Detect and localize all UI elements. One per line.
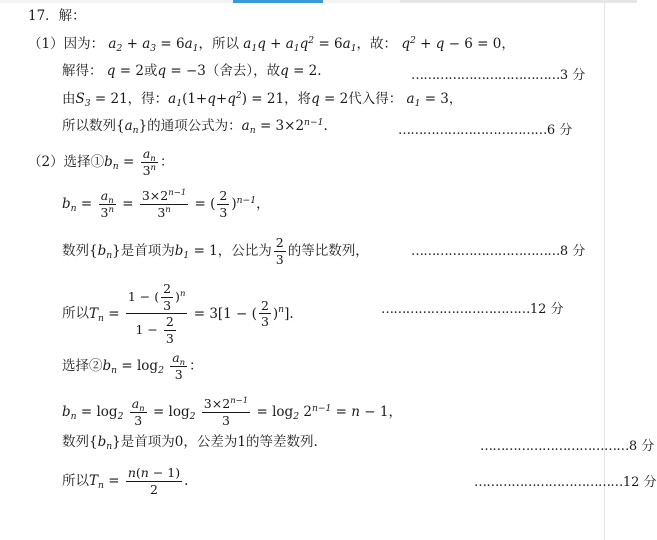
formula-bn-def2: $b_n = \log_2$ $\frac{a_n}{3}$ (102, 350, 186, 382)
score-8b-label: 8 分 (628, 439, 655, 454)
leader-dots: ……………………………… (480, 439, 629, 454)
top-bar (0, 0, 637, 3)
formula-seq-an: $\{a_n\}$ (116, 118, 148, 137)
formula-q-relation: $a_1q + a_1q^2 = 6a_1$ (243, 34, 357, 55)
part1-line1-mid2: ，故： (356, 36, 398, 52)
formula-b1: $b_1 = 1$ (174, 243, 218, 262)
formula-q-final: q = 2 (280, 63, 318, 79)
formula-a1-value: $a_1 = 3$ (406, 91, 449, 110)
part2-bn-expansion: $b_n$ = $\frac{a_n}{3^n}$ = $\frac{3\times 2^{n-1}}{3^n}$ = ( $\frac{2}{3}$ )$^{n-1}$， (62, 188, 270, 220)
leader-dots: ……………………………… (411, 244, 560, 259)
formula-tn-geometric: $T_n$ = 1 − ( $\frac{2}{3}$ )$^n$ 1 − $\frac{2}{3}$ = 3[1 − ( $\frac{2}{3}$ )$^n$]. (89, 281, 294, 346)
leader-dots: ……………………………… (474, 475, 623, 490)
desc2-diff: ，公差为 (183, 434, 238, 450)
part2-desc2: 数列$\{b_n\}$是首项为0，公差为1的等差数列. (62, 434, 318, 453)
score-3-label: 3 分 (559, 68, 586, 83)
sum1-prefix: 所以 (62, 305, 89, 322)
part2-bn-log: $b_n = \log_2$ $\frac{a_n}{3}$ = $\log_2$ $\frac{3\times 2^{n-1}}{3}$ = $\log_2 2^{n-1} = n - 1$， (62, 396, 402, 428)
top-bar-accent (233, 0, 323, 3)
desc2-prefix: 数列 (62, 434, 89, 450)
desc1-mid: 是首项为 (120, 243, 175, 259)
score-12b (474, 471, 657, 490)
desc1-prefix: 数列 (62, 243, 89, 259)
formula-seq-bn2: $\{b_n\}$ (89, 434, 121, 453)
formula-tn-arith: $T_n$ = $\frac{n(n - 1)}{2}$ (89, 465, 181, 497)
formula-a1-sum: $a_1(1+q+q^2) = 21$ (168, 89, 285, 110)
part2-desc1 (62, 237, 369, 266)
part1-line3-prefix: 由 (62, 91, 76, 107)
part1-line3-a: ，得： (127, 91, 169, 107)
formula-q2: q = 2 (106, 63, 144, 79)
part1-line2-or: 或 (143, 63, 158, 79)
part1-line2-discard: （舍去），故 (205, 63, 281, 79)
part2-sum2: 所以$T_n$ = $\frac{n(n - 1)}{2}$ . (62, 465, 189, 497)
choice1-label: 选择① (63, 154, 105, 170)
leader-dots: ……………………………… (381, 302, 530, 317)
score-3 (411, 64, 585, 83)
formula-ratio: $\frac{2}{3}$ (275, 235, 284, 267)
choice2-label: 选择② (62, 358, 103, 374)
score-12a-label: 12 分 (529, 302, 564, 317)
part1-line4: 所以数列$\{a_n\}$的通项公式为：$a_n = 3\times 2^{n-1}$. (62, 116, 328, 137)
part1-line3: 由$S_3 = 21$，得：$a_1(1+q+q^2) = 21$，将q = 2代入得： $a_1 = 3$， (62, 89, 463, 110)
part1-line2-prefix: 解得： (62, 63, 103, 79)
score-12a (381, 298, 564, 317)
desc1-ratio: ，公比为 (217, 243, 272, 259)
part1-line1-mid: ，所以 (198, 36, 239, 52)
desc1-end: 的等比数列， (287, 243, 369, 259)
top-bar-segment (400, 0, 637, 3)
score-6-label: 6 分 (546, 123, 573, 138)
part1-line4-prefix: 所以数列 (62, 118, 116, 134)
leader-dots: ……………………………… (398, 123, 547, 138)
leader-dots: ……………………………… (411, 68, 560, 83)
sum2-prefix: 所以 (62, 473, 89, 489)
formula-s3: $S_3 = 21$ (75, 91, 128, 110)
formula-q-sub: q = 2 (311, 91, 349, 107)
formula-an-general: $a_n = 3\times 2^{n-1}$ (241, 116, 324, 137)
part1-line1: （1）因为： $a_2 + a_3 = 6a_1$，所以 $a_1q + a_1q^2 = 6a_1$，故： $q^2 + q - 6 = 0$， (28, 34, 515, 55)
desc2-end: 的等差数列. (245, 434, 318, 450)
problem-number: 17．解： (28, 8, 86, 24)
formula-q-neg3: q = −3 (157, 63, 206, 79)
part2-sum1 (62, 283, 294, 345)
part1-line1-prefix: 因为： (63, 36, 105, 52)
part2-label: （2） (28, 154, 64, 170)
formula-seq-bn: $\{b_n\}$ (89, 243, 121, 262)
formula-quadratic: $q^2 + q - 6 = 0$ (401, 34, 502, 52)
score-12b-label: 12 分 (622, 475, 657, 490)
part2-choice1: （2）选择$①b_n$ = $\frac{a_n}{3^n}$ ： (28, 146, 174, 178)
part1-line2: 解得： q = 2或q = −3（舍去），故q = 2. (62, 63, 322, 79)
part2-choice2: 选择$②b_n = \log_2$ $\frac{a_n}{3}$ ： (62, 350, 203, 382)
part1-line4-mid: 的通项公式为： (147, 118, 242, 134)
formula-bn-log: $b_n = \log_2$ $\frac{a_n}{3}$ = $\log_2$ $\frac{3\times 2^{n-1}}{3}$ = $\log_2 2^{n-1} = n - 1$ (62, 396, 389, 428)
score-6 (398, 119, 572, 138)
formula-bn-def1: $b_n$ = $\frac{a_n}{3^n}$ (104, 146, 157, 178)
score-8a (411, 240, 585, 259)
part1-label: （1） (28, 36, 64, 52)
score-8a-label: 8 分 (559, 244, 586, 259)
formula-bn-expansion: $b_n$ = $\frac{a_n}{3^n}$ = $\frac{3\times 2^{n-1}}{3^n}$ = ( $\frac{2}{3}$ )$^{n-1}$ (62, 188, 257, 220)
part1-line3-c: 代入得： (348, 91, 403, 107)
right-divider (604, 3, 605, 540)
desc2-mid: 是首项为 (120, 434, 175, 450)
part1-line3-b: ，将 (284, 91, 312, 107)
score-8b (480, 435, 654, 454)
formula-a2-a3: $a_2 + a_3 = 6a_1$ (108, 36, 199, 55)
